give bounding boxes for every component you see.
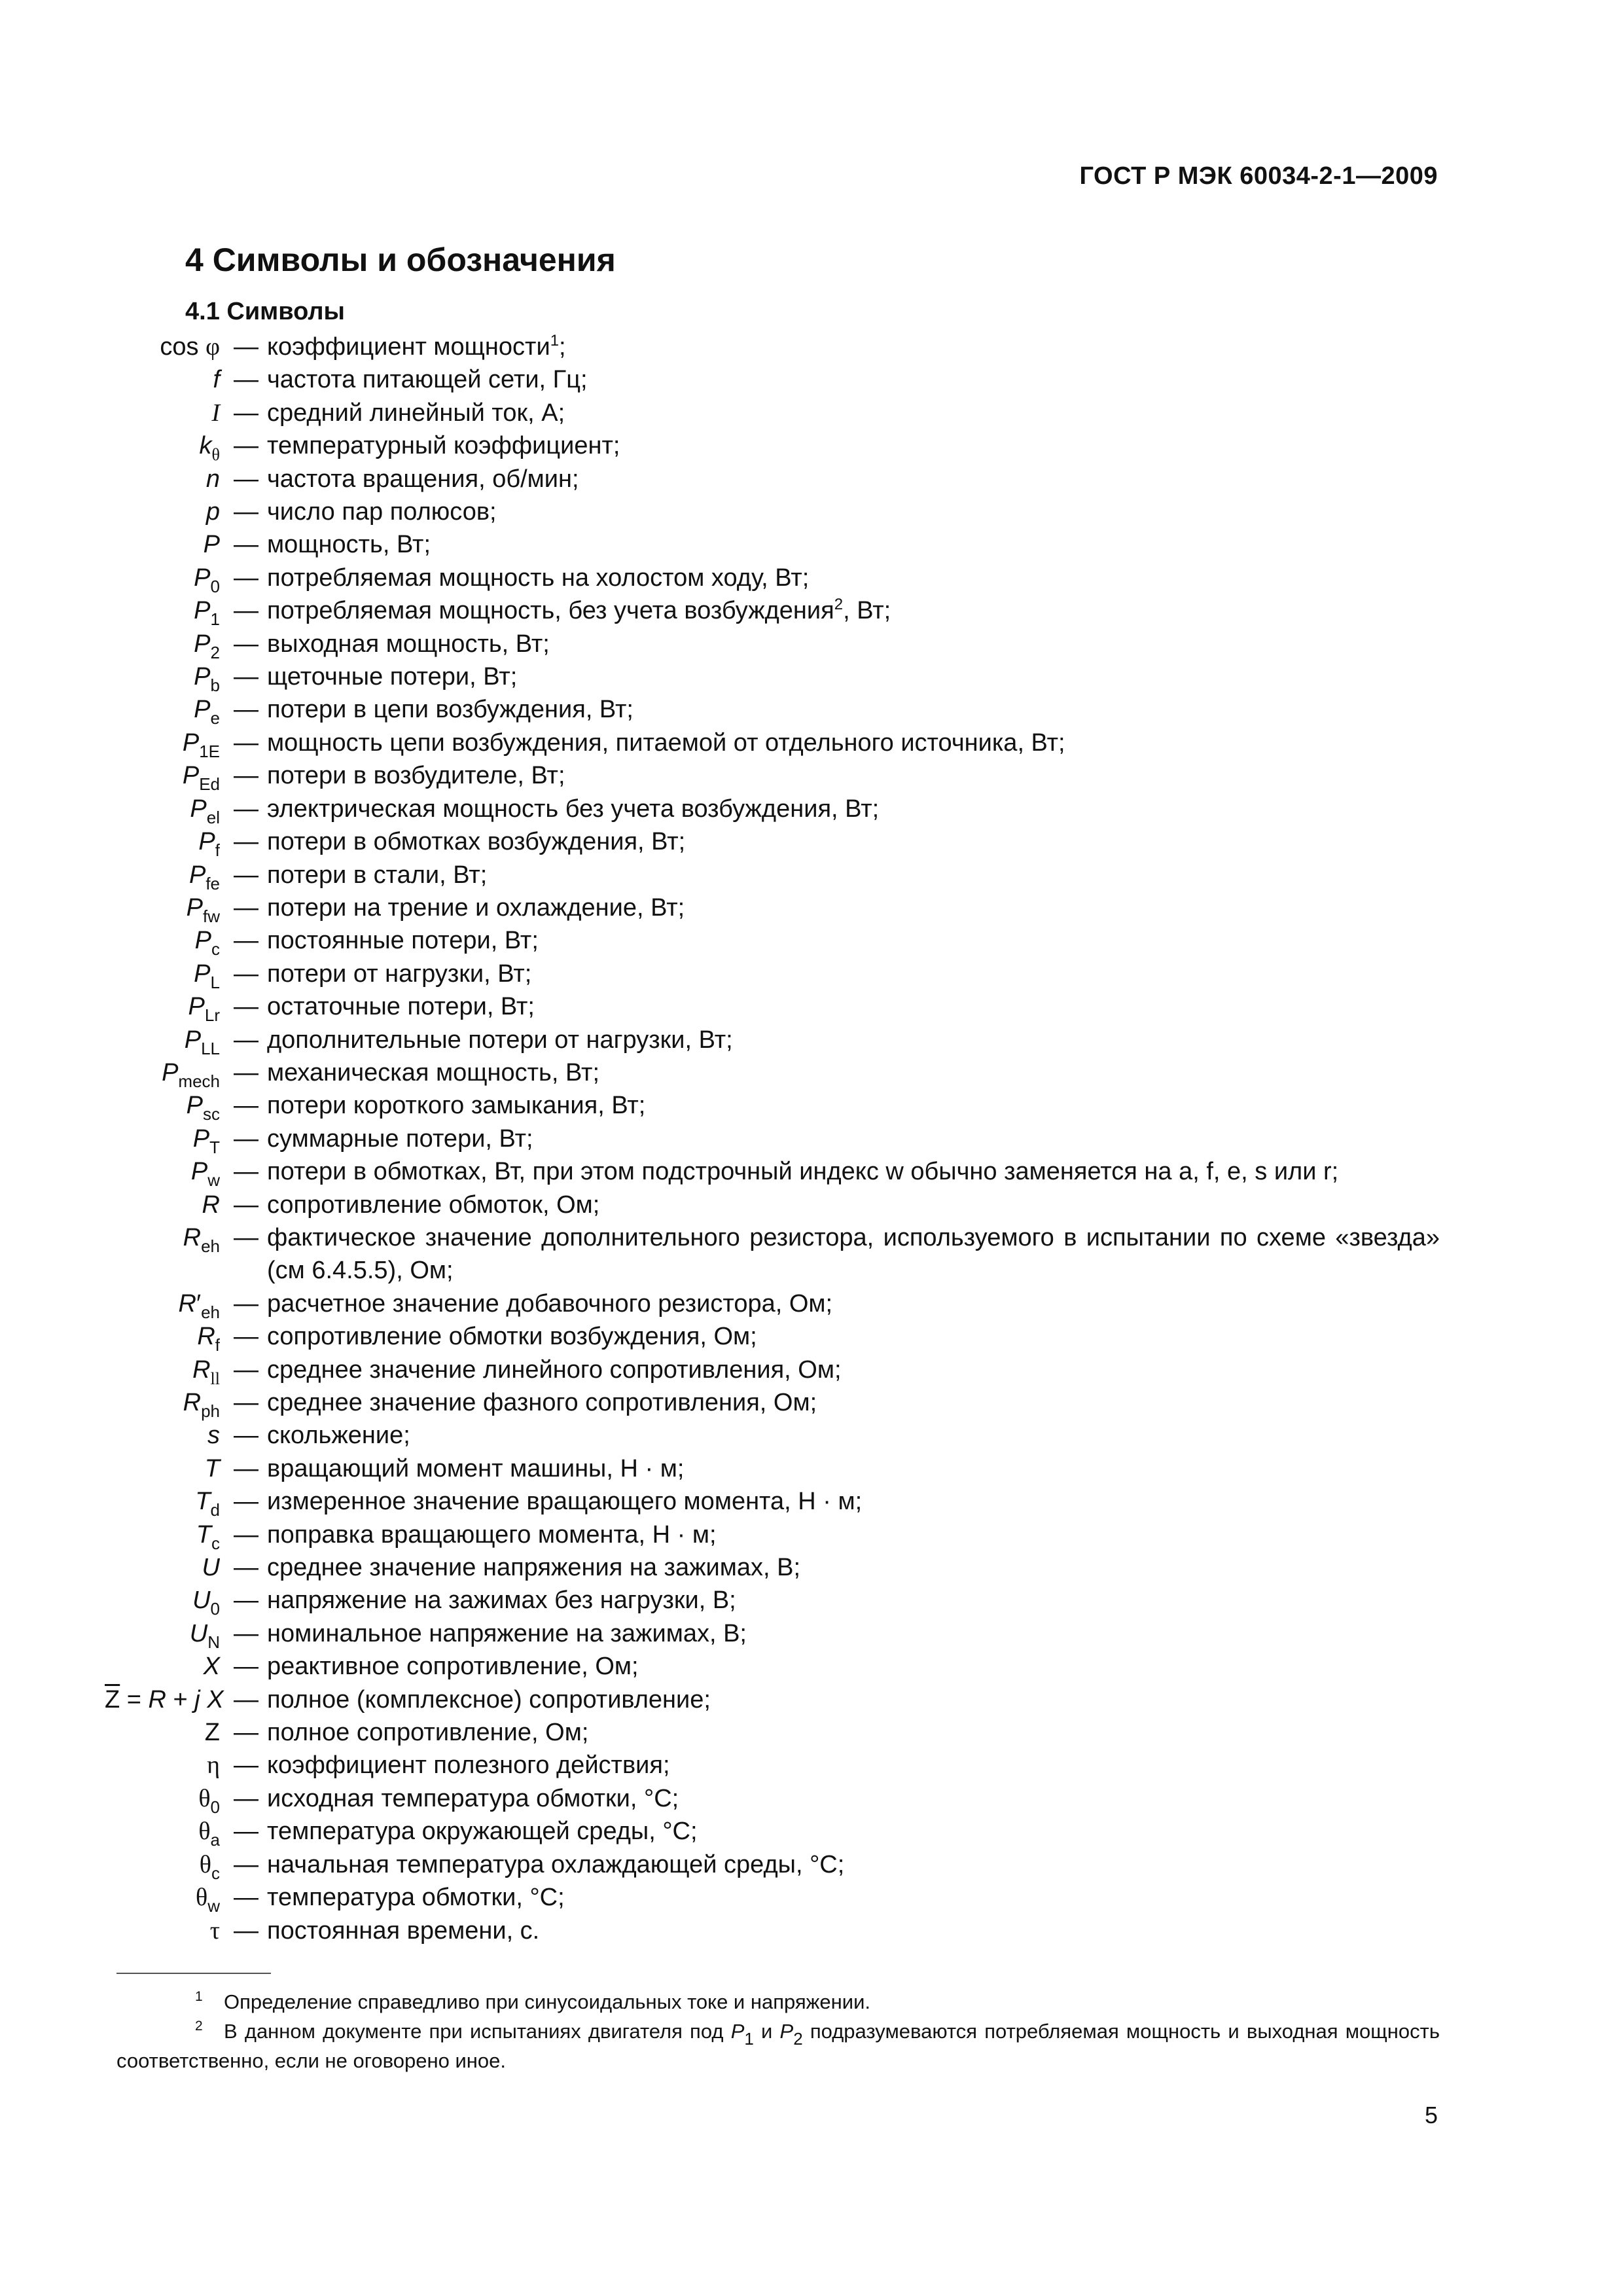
symbol-description: потери от нагрузки, Вт; (267, 960, 532, 988)
symbol-description: поправка вращающего момента, Н · м; (267, 1520, 717, 1549)
dash: — (234, 1223, 259, 1251)
footnote-text: Определение справедливо при синусоидальных токе и напряжении. (224, 1990, 871, 2013)
dash: — (234, 1587, 259, 1615)
symbol-description: измеренное значение вращающего момента, Н · м; (267, 1488, 863, 1516)
dash: — (234, 1751, 259, 1780)
symbol-row (105, 1354, 1440, 1386)
dash: — (234, 1850, 259, 1878)
symbol: $\theta_0$ (198, 1784, 220, 1817)
symbol: $P_L$ (194, 960, 220, 992)
dash: — (234, 465, 259, 493)
symbol: $\theta_a$ (198, 1818, 220, 1850)
symbol-row (105, 1320, 1440, 1353)
symbol-description: мощность цепи возбуждения, питаемой от отдельного источника, Вт; (267, 728, 1065, 757)
footnote: 2 В данном документе при испытаниях двигателя под $P_1$ и $P_2$ подразумеваются потребляемая мощность и выходная мощность соответственно, если не оговорено иное. (116, 2018, 1440, 2072)
footnotes (116, 1987, 1440, 2075)
symbol: X (203, 1653, 220, 1681)
symbol-row (105, 331, 1440, 363)
symbol: $P_{sc}$ (186, 1092, 220, 1124)
symbol: cos φ (160, 333, 220, 361)
symbol-description: число пар полюсов; (267, 498, 497, 526)
dash: — (234, 1818, 259, 1846)
dash: — (234, 1026, 259, 1054)
symbol-description: температура окружающей среды, °С; (267, 1818, 698, 1846)
symbol-description: номинальное напряжение на зажимах, В; (267, 1619, 747, 1647)
symbol-description: щеточные потери, Вт; (267, 663, 518, 691)
symbol-row (105, 1386, 1440, 1419)
symbol: $R_f$ (197, 1323, 220, 1355)
symbol-description: среднее значение линейного сопротивления, Ом; (267, 1355, 842, 1384)
dash: — (234, 597, 259, 625)
symbol-description: потери в цепи возбуждения, Вт; (267, 696, 633, 724)
symbol-row (105, 1155, 1440, 1191)
dash: — (234, 1422, 259, 1450)
dash: — (234, 1619, 259, 1647)
symbol-row (105, 495, 1440, 528)
symbol-description: вращающий момент машины, Н · м; (267, 1454, 685, 1482)
dash: — (234, 927, 259, 955)
dash: — (234, 1554, 259, 1582)
dash: — (234, 993, 259, 1021)
symbol: I (211, 399, 220, 427)
symbol-description: выходная мощность, Вт; (267, 630, 550, 658)
symbol-description: температурный коэффициент; (267, 432, 620, 460)
symbol-row (105, 1650, 1440, 1683)
page-number: 5 (1424, 2102, 1438, 2128)
symbol-row (105, 463, 1440, 495)
symbol-row (105, 924, 1440, 960)
dash: — (234, 696, 259, 724)
symbol: $\theta_w$ (196, 1884, 220, 1916)
dash: — (234, 1454, 259, 1482)
dash: — (234, 1289, 259, 1318)
symbol: $P_e$ (194, 696, 220, 728)
symbol: p (205, 498, 220, 526)
symbol: η (207, 1751, 220, 1780)
symbol-row (105, 726, 1440, 759)
symbol-description: коэффициент полезного действия; (267, 1751, 670, 1780)
dash: — (234, 1520, 259, 1549)
dash: — (234, 1916, 259, 1945)
symbol-description: механическая мощность, Вт; (267, 1058, 600, 1086)
symbol-row (105, 958, 1440, 990)
dash: — (234, 564, 259, 592)
symbol-row (105, 1749, 1440, 1782)
dash: — (234, 1685, 259, 1713)
symbol: P (203, 531, 220, 559)
dash: — (234, 1719, 259, 1747)
symbol-row (105, 759, 1440, 795)
symbol-description: потери в возбудителе, Вт; (267, 762, 565, 790)
symbol: $P_{fw}$ (186, 893, 220, 926)
symbol-description: дополнительные потери от нагрузки, Вт; (267, 1026, 733, 1054)
symbol-description: сопротивление обмотки возбуждения, Ом; (267, 1323, 757, 1351)
symbol: $P_T$ (192, 1124, 220, 1157)
symbol-description: потери в стали, Вт; (267, 861, 488, 889)
symbol-description: постоянные потери, Вт; (267, 927, 539, 955)
symbol: $k_\theta$ (199, 432, 220, 465)
footnote-divider (116, 1973, 271, 1974)
symbol: $R_{ll}$ (192, 1355, 220, 1388)
symbol-row (105, 1089, 1440, 1122)
symbol: $R_{ph}$ (183, 1389, 220, 1421)
dash: — (234, 432, 259, 460)
symbol: τ (209, 1916, 220, 1945)
dash: — (234, 795, 259, 823)
symbol-row (105, 1122, 1440, 1155)
symbol-row (105, 1584, 1440, 1617)
dash: — (234, 531, 259, 559)
dash: — (234, 333, 259, 361)
symbol: n (205, 465, 220, 493)
symbol-row (105, 397, 1440, 429)
symbol: $U_0$ (192, 1587, 220, 1619)
symbol: T (204, 1454, 220, 1482)
dash: — (234, 1389, 259, 1416)
symbol-row (105, 990, 1440, 1026)
symbol: f (213, 366, 220, 394)
symbol-description: суммарные потери, Вт; (267, 1124, 533, 1153)
symbol-description: частота вращения, об/мин; (267, 465, 579, 493)
symbol-row (105, 1617, 1440, 1650)
symbol-row (105, 1551, 1440, 1584)
footnote-text: подразумеваются потребляемая мощность и выходная мощность соответственно, если не оговорено иное. (116, 2020, 1440, 2072)
dash: — (234, 366, 259, 394)
symbol: U (202, 1554, 220, 1582)
symbol-row (105, 1189, 1440, 1221)
symbol-description: потери на трение и охлаждение, Вт; (267, 893, 685, 922)
dash: — (234, 1884, 259, 1912)
symbol-row (105, 1452, 1440, 1485)
symbol: $P_{LL}$ (184, 1026, 220, 1058)
subsection-title: 4.1 Символы (185, 298, 346, 325)
symbol-description: расчетное значение добавочного резистора, Ом; (267, 1289, 833, 1318)
symbol-row (105, 1485, 1440, 1518)
symbol-row (105, 1683, 1440, 1716)
symbol-description: потребляемая мощность на холостом ходу, Вт; (267, 564, 810, 592)
symbol-description: потребляемая мощность, без учета возбуждения$^2$, Вт; (267, 596, 891, 625)
symbol-description: температура обмотки, °С; (267, 1884, 565, 1912)
symbol-description: скольжение; (267, 1422, 410, 1450)
symbol-description: мощность, Вт; (267, 531, 431, 559)
symbol-description: потери короткого замыкания, Вт; (267, 1092, 646, 1120)
symbol-row (105, 594, 1440, 630)
symbol-row (105, 1881, 1440, 1914)
symbol-row (105, 1221, 1440, 1287)
footnote-text: и (753, 2020, 780, 2043)
dash: — (234, 1158, 259, 1186)
dash: — (234, 762, 259, 790)
symbol: $P_{Ed}$ (182, 762, 220, 795)
dash: — (234, 498, 259, 526)
symbol-row (105, 1056, 1440, 1089)
symbol-row (105, 891, 1440, 924)
symbol: s (207, 1422, 220, 1450)
symbol-description: частота питающей сети, Гц; (267, 366, 588, 394)
symbol: $T_c$ (196, 1520, 220, 1553)
dash: — (234, 861, 259, 889)
symbol-row (105, 825, 1440, 861)
symbol-row (105, 1815, 1440, 1848)
symbol-description: электрическая мощность без учета возбуждения, Вт; (267, 795, 880, 823)
symbol-description: полное сопротивление, Ом; (267, 1719, 589, 1747)
symbol: $\theta_c$ (199, 1850, 220, 1883)
dash: — (234, 728, 259, 757)
symbol: $P_w$ (190, 1158, 220, 1191)
symbol: $P_1$ (194, 597, 220, 630)
symbol-row (105, 859, 1440, 891)
dash: — (234, 1191, 259, 1219)
dash: — (234, 663, 259, 691)
dash: — (234, 893, 259, 922)
dash: — (234, 1355, 259, 1384)
symbol-description: фактическое значение дополнительного резистора, используемого в испытании по схеме «звезда» (см 6.4.5.5), Ом; (267, 1223, 1440, 1285)
dash: — (234, 828, 259, 856)
dash: — (234, 1124, 259, 1153)
symbol: $P_{fe}$ (188, 861, 220, 893)
footnote-text: В данном документе при испытаниях двигателя под (224, 2020, 731, 2043)
symbol-row (105, 1518, 1440, 1551)
dash: — (234, 960, 259, 988)
symbol: $P_2$ (194, 630, 220, 662)
symbol: $P_{mech}$ (162, 1058, 220, 1091)
symbol-description: остаточные потери, Вт; (267, 993, 535, 1021)
symbol-description: потери в обмотках, Вт, при этом подстрочный индекс w обычно заменяется на a, f, e, s или r; (267, 1158, 1339, 1186)
symbol: $P_{Lr}$ (188, 993, 220, 1026)
dash: — (234, 1653, 259, 1681)
symbol-description: среднее значение напряжения на зажимах, В; (267, 1554, 800, 1582)
symbol-row (105, 1914, 1440, 1947)
symbol: $P_{1E}$ (182, 728, 220, 761)
symbol-row (105, 793, 1440, 825)
doc-code-header: ГОСТ Р МЭК 60034-2-1—2009 (1079, 162, 1438, 190)
symbol: Z (204, 1719, 220, 1747)
footnote: 1 Определение справедливо при синусоидальных токе и напряжении. (195, 1989, 871, 2013)
symbol-description: коэффициент мощности$^1$; (267, 332, 566, 361)
symbol: $P_c$ (194, 927, 220, 960)
dash: — (234, 1488, 259, 1516)
symbol: $P_{el}$ (190, 795, 220, 827)
symbol-row (105, 660, 1440, 696)
symbol: $U_N$ (189, 1619, 220, 1652)
dash: — (234, 1784, 259, 1812)
symbol-row (105, 1848, 1440, 1881)
symbol-description: напряжение на зажимах без нагрузки, В; (267, 1587, 736, 1615)
symbol-row (105, 363, 1440, 396)
symbol-description: потери в обмотках возбуждения, Вт; (267, 828, 686, 856)
symbol-description: среднее значение фазного сопротивления, Ом; (267, 1389, 817, 1416)
symbol-description: начальная температура охлаждающей среды, °С; (267, 1850, 845, 1878)
symbol-row (105, 1716, 1440, 1749)
symbol-row (105, 628, 1440, 660)
symbol: $P_f$ (198, 828, 220, 861)
symbol-row (105, 528, 1440, 561)
dash: — (234, 1058, 259, 1086)
symbol-description: средний линейный ток, А; (267, 399, 565, 427)
symbol-description: исходная температура обмотки, °С; (267, 1784, 679, 1812)
symbol: R (202, 1191, 220, 1219)
symbol: $T_d$ (195, 1488, 220, 1520)
symbol-row (105, 1287, 1440, 1320)
symbol-row (105, 1419, 1440, 1452)
symbol-row (105, 1024, 1440, 1056)
symbol-description: сопротивление обмоток, Ом; (267, 1191, 600, 1219)
section-title: 4 Символы и обозначения (185, 242, 616, 278)
dash: — (234, 1092, 259, 1120)
symbol-row (105, 1782, 1440, 1815)
symbol-row (105, 562, 1440, 594)
symbol-description: полное (комплексное) сопротивление; (267, 1685, 711, 1713)
symbol: $P_b$ (194, 663, 220, 696)
symbol-description: реактивное сопротивление, Ом; (267, 1653, 639, 1681)
symbol-list (105, 331, 1440, 1947)
symbol-description: постоянная времени, с. (267, 1916, 540, 1945)
symbol-row (105, 693, 1440, 726)
symbol: $\overline{Z} = R + j$ X (105, 1685, 224, 1713)
dash: — (234, 399, 259, 427)
dash: — (234, 630, 259, 658)
symbol: $P_0$ (194, 564, 220, 596)
symbol: $R_{eh}$ (183, 1223, 220, 1256)
symbol-row (105, 429, 1440, 465)
dash: — (234, 1323, 259, 1351)
symbol: $R'_{eh}$ (178, 1289, 220, 1322)
